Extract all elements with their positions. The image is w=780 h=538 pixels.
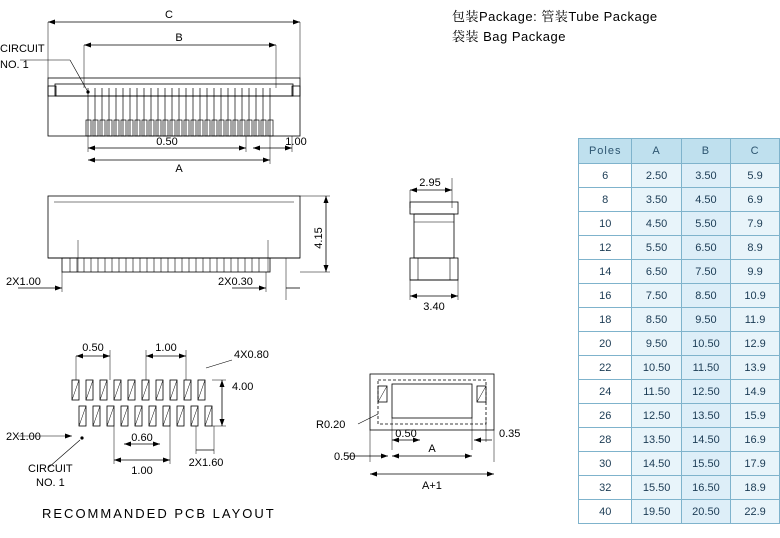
cell-c: 7.9 [731,212,780,236]
table-header-c: C [731,139,780,164]
cell-b: 4.50 [681,188,730,212]
table-header-a: A [632,139,681,164]
table-row [579,356,780,380]
table-row [579,428,780,452]
package-note-tube: 包装Package: 管装Tube Package [452,9,658,24]
cell-poles: 16 [579,284,632,308]
circuit-label-pcb-line1: CIRCUIT [28,463,73,475]
dim-label-side-295: 2.95 [419,177,441,189]
cell-poles: 30 [579,452,632,476]
cell-a: 9.50 [632,332,681,356]
circuit-label-top-line1: CIRCUIT [0,43,45,55]
cell-c: 6.9 [731,188,780,212]
dim-label-b-top: B [175,32,183,44]
cell-c: 18.9 [731,476,780,500]
dim-label-front-2x100: 2X1.00 [6,276,41,288]
table-row [579,260,780,284]
dim-label-pcb-2x160: 2X1.60 [188,457,224,469]
table-row [579,164,780,188]
cell-b: 5.50 [681,212,730,236]
cell-c: 14.9 [731,380,780,404]
table-row [579,332,780,356]
dim-label-pcb-060: 0.60 [131,432,153,444]
dim-label-right-035: 0.35 [499,428,521,440]
table-header-b: B [681,139,730,164]
cell-poles: 32 [579,476,632,500]
cell-a: 3.50 [632,188,681,212]
cell-poles: 22 [579,356,632,380]
dim-label-height-415: 4.15 [313,227,325,249]
cell-poles: 12 [579,236,632,260]
circuit-label-pcb-line2: NO. 1 [36,477,65,489]
table-row [579,188,780,212]
cell-b: 3.50 [681,164,730,188]
cell-poles: 6 [579,164,632,188]
table-row [579,404,780,428]
cell-c: 16.9 [731,428,780,452]
dim-label-a-top: A [175,163,183,175]
cell-a: 5.50 [632,236,681,260]
cell-c: 22.9 [731,500,780,524]
poles-dimension-table [578,138,780,524]
cell-a: 7.50 [632,284,681,308]
cell-poles: 20 [579,332,632,356]
dim-label-pcb-050: 0.50 [82,342,104,354]
table-row [579,476,780,500]
cell-a: 4.50 [632,212,681,236]
cell-b: 6.50 [681,236,730,260]
cell-a: 14.50 [632,452,681,476]
cell-b: 11.50 [681,356,730,380]
dim-label-pcb-100-top: 1.00 [155,342,177,354]
dim-label-right-050-left: 0.50 [334,451,356,463]
cell-poles: 40 [579,500,632,524]
cell-b: 15.50 [681,452,730,476]
cell-poles: 28 [579,428,632,452]
table-row [579,308,780,332]
dim-label-radius: R0.20 [316,419,346,431]
cell-a: 19.50 [632,500,681,524]
cell-poles: 18 [579,308,632,332]
cell-c: 13.9 [731,356,780,380]
cell-a: 2.50 [632,164,681,188]
table-row [579,452,780,476]
cell-c: 17.9 [731,452,780,476]
cell-b: 20.50 [681,500,730,524]
cell-a: 12.50 [632,404,681,428]
cell-a: 11.50 [632,380,681,404]
cell-c: 12.9 [731,332,780,356]
cell-c: 9.9 [731,260,780,284]
dim-label-front-2x030: 2X0.30 [218,276,253,288]
cell-poles: 8 [579,188,632,212]
dim-label-side-340: 3.40 [423,301,445,313]
cell-b: 10.50 [681,332,730,356]
table-row [579,284,780,308]
cell-poles: 24 [579,380,632,404]
cell-b: 12.50 [681,380,730,404]
table-header-poles: Poles [579,139,632,164]
dim-label-right-050-inner: 0.50 [395,428,417,440]
table-row [579,236,780,260]
table-body [579,164,780,524]
cell-a: 6.50 [632,260,681,284]
cell-c: 10.9 [731,284,780,308]
cell-c: 5.9 [731,164,780,188]
cell-c: 8.9 [731,236,780,260]
cell-c: 11.9 [731,308,780,332]
cell-a: 8.50 [632,308,681,332]
dim-label-right-a-plus-1: A+1 [422,480,442,492]
table-row [579,500,780,524]
cell-a: 10.50 [632,356,681,380]
dim-label-pitch-050: 0.50 [156,136,178,148]
cell-a: 15.50 [632,476,681,500]
cell-poles: 26 [579,404,632,428]
cell-b: 7.50 [681,260,730,284]
cell-b: 13.50 [681,404,730,428]
cell-b: 8.50 [681,284,730,308]
package-note-bag: 袋装 Bag Package [452,29,566,44]
cell-a: 13.50 [632,428,681,452]
cell-b: 16.50 [681,476,730,500]
spec-table-wrapper [578,138,780,524]
pcb-layout-title: RECOMMANDED PCB LAYOUT [42,506,276,521]
cell-poles: 14 [579,260,632,284]
table-row [579,212,780,236]
cell-poles: 10 [579,212,632,236]
cell-c: 15.9 [731,404,780,428]
dim-label-pitch-100: 1.00 [285,136,307,148]
table-header-row [579,139,780,164]
dim-label-pcb-2x100: 2X1.00 [6,431,41,443]
dim-label-right-a: A [428,443,436,455]
cell-b: 14.50 [681,428,730,452]
dim-label-pcb-400: 4.00 [232,381,254,393]
cell-b: 9.50 [681,308,730,332]
dim-label-pcb-4x080: 4X0.80 [234,349,269,361]
dim-label-c-top: C [165,9,173,21]
table-row [579,380,780,404]
dim-label-pcb-100-bottom: 1.00 [131,465,153,477]
circuit-label-top-line2: NO. 1 [0,59,29,71]
